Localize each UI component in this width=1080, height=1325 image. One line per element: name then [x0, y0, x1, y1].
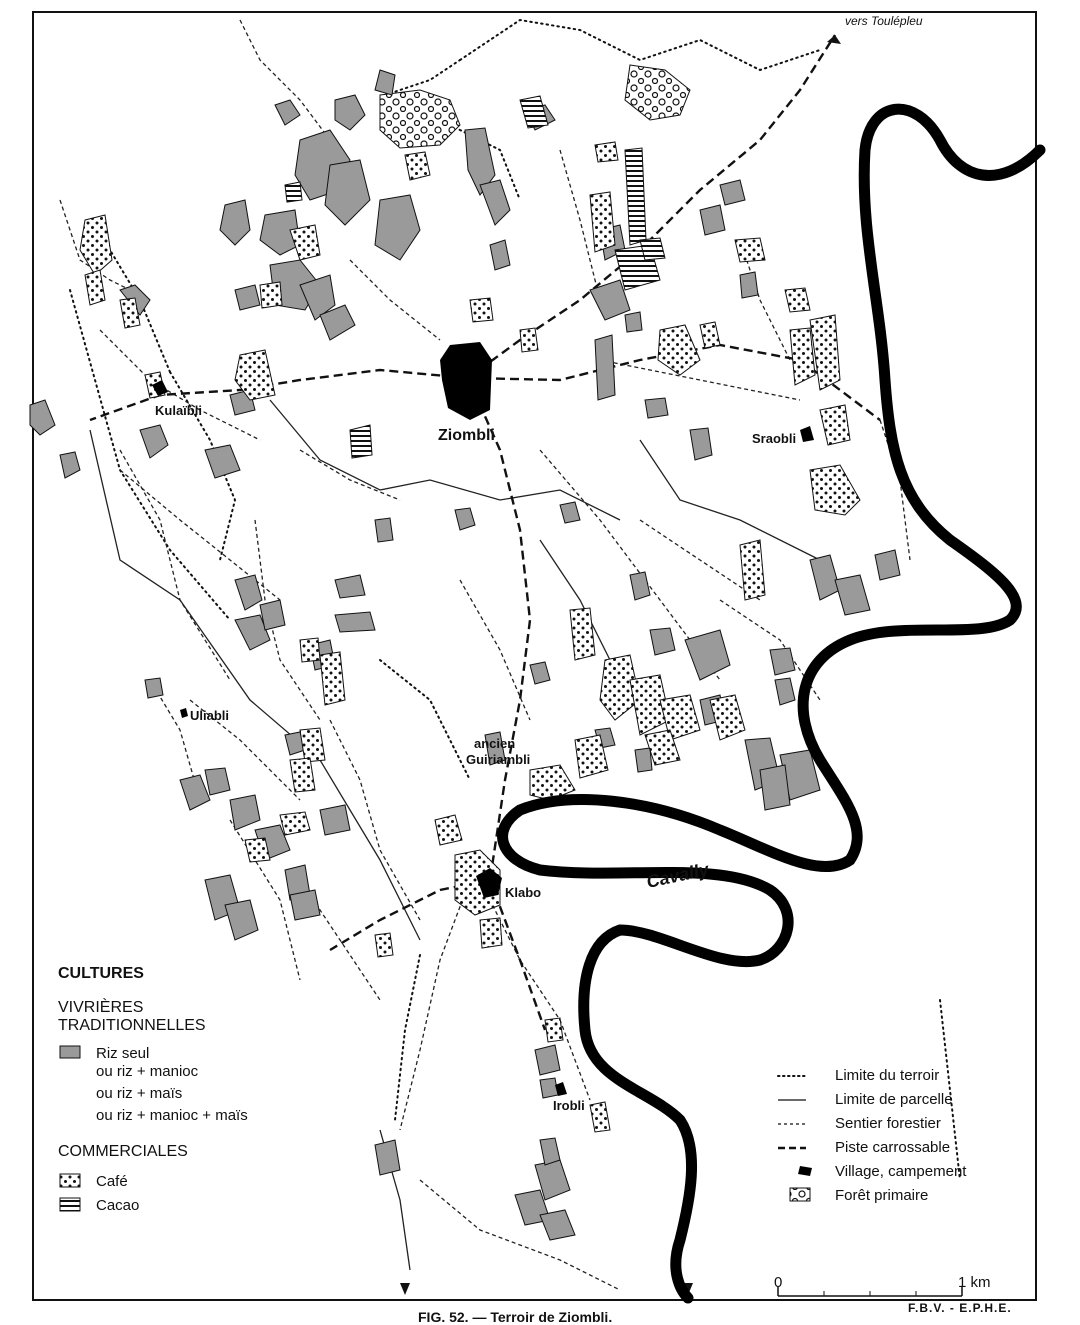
legend-line-0: Limite du terroir [835, 1067, 940, 1084]
place-guiriambli: Guiriambli [466, 752, 531, 767]
scale-bar [774, 1274, 991, 1296]
place-ancien: ancien [474, 736, 516, 751]
legend-forest-swatch [790, 1188, 810, 1201]
scale-start: 0 [774, 1274, 783, 1291]
legend-line-4: Village, campement [835, 1163, 967, 1180]
legend-cafe: Café [96, 1173, 128, 1190]
legend-lines [778, 1067, 967, 1204]
river-label: Cavally [644, 859, 711, 892]
place-klabo: Klabo [505, 885, 542, 900]
legend-crops [58, 965, 248, 1214]
legend-riz-2: ou riz + manioc [96, 1063, 199, 1080]
place-sraobli: Sraobli [752, 431, 797, 446]
legend-cafe-swatch [60, 1174, 80, 1187]
cavally-river [503, 109, 1040, 1298]
legend-village-symbol [798, 1166, 812, 1176]
place-ziombli: Ziombli [438, 427, 495, 444]
direction-label: vers Toulépleu [845, 14, 923, 28]
scale-end: 1 km [958, 1274, 991, 1291]
sraobli-village [800, 426, 814, 442]
legend-line-2: Sentier forestier [835, 1115, 941, 1132]
legend-vivrieres-2: TRADITIONNELLES [58, 1017, 206, 1034]
uliabli-village [180, 708, 188, 718]
legend-riz-3: ou riz + maïs [96, 1085, 183, 1102]
credit: F.B.V. - E.P.H.E. [908, 1301, 1012, 1315]
legend-riz-1: Riz seul [96, 1045, 150, 1062]
legend-line-3: Piste carrossable [835, 1139, 951, 1156]
legend-title: CULTURES [58, 965, 144, 982]
legend-vivrieres-1: VIVRIÈRES [58, 999, 144, 1016]
legend-line-1: Limite de parcelle [835, 1091, 953, 1108]
legend-line-5: Forêt primaire [835, 1187, 929, 1204]
place-uliabli: Uliabli [190, 708, 230, 723]
figure-caption: FIG. 52. — Terroir de Ziombli. [418, 1309, 613, 1325]
legend-cacao-swatch [60, 1198, 80, 1211]
legend-cacao: Cacao [96, 1197, 140, 1214]
terroir-boundary [70, 20, 960, 1180]
ziombli-village [440, 342, 492, 420]
place-kulaibli: Kulaïbli [155, 403, 202, 418]
legend-rice-swatch [60, 1046, 80, 1058]
place-irobli: Irobli [553, 1098, 585, 1113]
legend-riz-4: ou riz + manioc + maïs [96, 1107, 248, 1124]
legend-commerciales: COMMERCIALES [58, 1143, 188, 1160]
